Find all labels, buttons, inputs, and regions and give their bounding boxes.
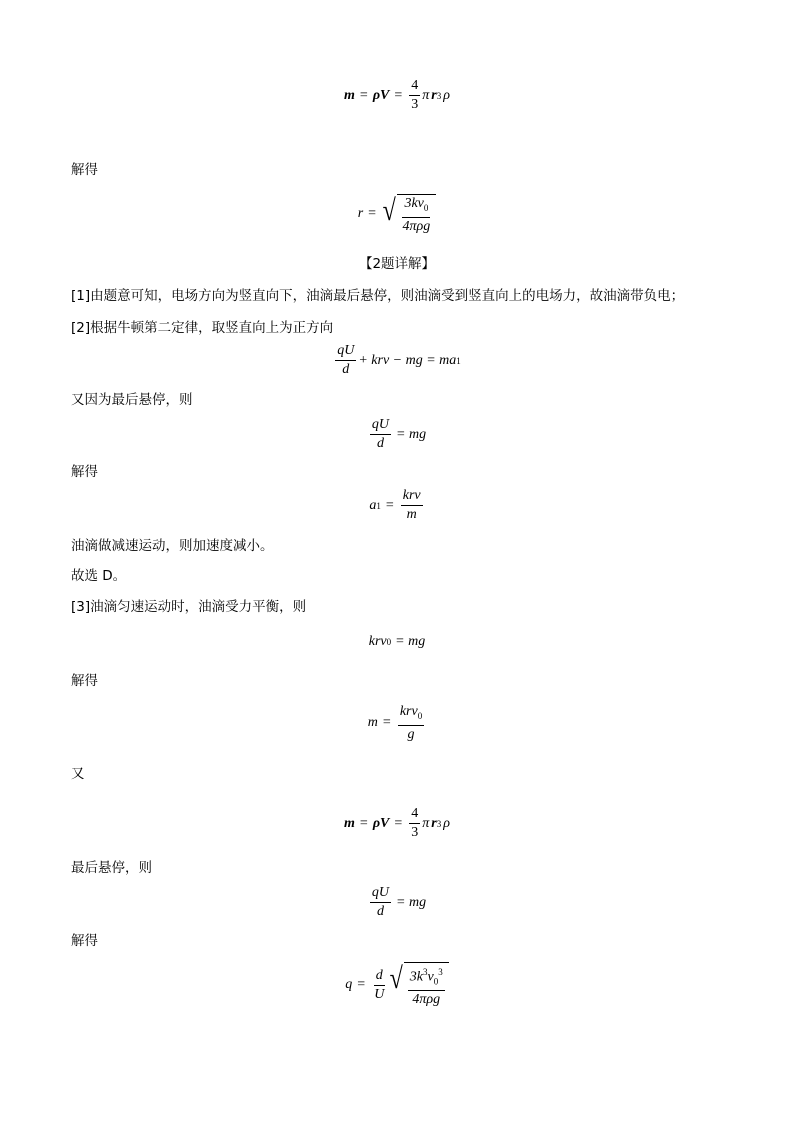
section-title: 【2题详解】 bbox=[358, 256, 436, 272]
eq-var-rho: ρ bbox=[372, 87, 381, 103]
eq-rest: + krv − mg = ma bbox=[358, 352, 457, 368]
paragraph-5: 故选 D。 bbox=[71, 568, 127, 584]
eq-fraction bbox=[370, 417, 391, 452]
eq-var-m: m bbox=[344, 87, 355, 103]
eq-fraction bbox=[401, 196, 433, 235]
eq-equals: = bbox=[359, 815, 368, 831]
frac-den: 4πρg bbox=[402, 218, 431, 234]
eq-var-r: r bbox=[431, 815, 437, 831]
eq-equals: = bbox=[394, 815, 403, 831]
eq-fraction bbox=[409, 806, 420, 841]
sqrt-sign: √ bbox=[382, 194, 396, 227]
eq-fraction bbox=[408, 964, 445, 1008]
eq-pi: π bbox=[422, 815, 430, 831]
paragraph-2: [2]根据牛顿第二定律，取竖直向上为正方向 bbox=[71, 320, 334, 336]
equation-radius bbox=[0, 194, 794, 235]
eq-var-rho: ρ bbox=[372, 815, 381, 831]
eq-equals: = bbox=[357, 977, 366, 993]
eq-rhs: = mg bbox=[396, 894, 427, 910]
frac-num: qU bbox=[370, 417, 391, 435]
eq-exp: 3 bbox=[436, 818, 442, 829]
eq-fraction bbox=[372, 968, 386, 1003]
eq-fraction bbox=[370, 885, 391, 920]
eq-var-m: m bbox=[344, 815, 355, 831]
eq-fraction bbox=[409, 78, 420, 113]
frac-num: $3k^3v_0^3$ bbox=[408, 964, 445, 991]
eq-sub: 1 bbox=[376, 500, 381, 511]
eq-equals: = bbox=[368, 206, 377, 222]
eq-sqrt bbox=[388, 962, 448, 1008]
text-solve: 解得 bbox=[71, 673, 98, 689]
eq-fraction bbox=[401, 488, 423, 523]
eq-fraction bbox=[398, 704, 424, 743]
eq-var-r: r bbox=[357, 206, 364, 222]
paragraph-6: [3]油滴匀速运动时，油滴受力平衡，则 bbox=[71, 599, 307, 615]
eq-sub: 0 bbox=[386, 637, 392, 647]
eq-var-V: V bbox=[380, 815, 390, 831]
eq-sub: 1 bbox=[456, 355, 461, 366]
equation-balance bbox=[0, 884, 794, 920]
frac-num: 4 bbox=[409, 806, 420, 824]
frac-den: d bbox=[376, 436, 384, 451]
eq-rhs: = mg bbox=[396, 426, 427, 442]
equation-balance bbox=[0, 416, 794, 452]
frac-num: krv$_0$ bbox=[398, 704, 424, 726]
eq-var-r: r bbox=[431, 87, 437, 103]
eq-var-a: a bbox=[369, 497, 377, 513]
equation-mass-steady bbox=[0, 704, 794, 743]
frac-den: d bbox=[342, 362, 350, 377]
equation-charge bbox=[0, 962, 794, 1008]
frac-num: 4 bbox=[409, 78, 420, 96]
frac-num: $3kv_0$ bbox=[402, 196, 430, 218]
eq-var-rho: ρ bbox=[443, 87, 450, 103]
eq-pi: π bbox=[422, 87, 430, 103]
paragraph-7: 最后悬停，则 bbox=[71, 860, 152, 876]
frac-num: krv bbox=[401, 488, 423, 506]
text-solve: 解得 bbox=[71, 464, 98, 480]
equation-mass-density bbox=[0, 78, 794, 113]
eq-equals: = bbox=[382, 715, 391, 731]
frac-den: 3 bbox=[411, 97, 419, 112]
eq-fraction bbox=[335, 343, 356, 378]
equation-mass-density bbox=[0, 806, 794, 841]
eq-var-rho: ρ bbox=[443, 815, 450, 831]
paragraph-1: [1]由题意可知，电场方向为竖直向下，油滴最后悬停，则油滴受到竖直向上的电场力，故油滴带负电； bbox=[71, 288, 685, 304]
eq-var-m: m bbox=[367, 715, 378, 731]
frac-num: qU bbox=[335, 343, 356, 361]
sqrt-body bbox=[404, 962, 449, 1008]
equation-newton bbox=[0, 342, 794, 378]
eq-var-V: V bbox=[380, 87, 390, 103]
frac-den: 4πρg bbox=[412, 992, 441, 1008]
text-you: 又 bbox=[71, 766, 85, 782]
text-solve: 解得 bbox=[71, 162, 98, 178]
frac-num: qU bbox=[370, 885, 391, 903]
frac-den: g bbox=[407, 726, 415, 742]
eq-var-q: q bbox=[345, 977, 353, 993]
eq-sqrt bbox=[381, 194, 436, 235]
eq-equals: = bbox=[359, 87, 368, 103]
sqrt-body bbox=[397, 194, 437, 235]
equation-acceleration bbox=[0, 488, 794, 523]
eq-equals: = bbox=[394, 87, 403, 103]
eq-lhs: krv bbox=[368, 634, 387, 649]
frac-den: d bbox=[376, 904, 384, 919]
frac-den: U bbox=[374, 986, 385, 1002]
paragraph-4: 油滴做减速运动，则加速度减小。 bbox=[71, 538, 274, 554]
equation-steady bbox=[0, 633, 794, 651]
eq-rhs: = mg bbox=[395, 634, 426, 649]
frac-num: d bbox=[374, 968, 385, 986]
sqrt-sign: √ bbox=[389, 962, 404, 995]
eq-exp: 3 bbox=[436, 90, 442, 101]
text-solve: 解得 bbox=[71, 933, 98, 949]
frac-den: m bbox=[406, 507, 417, 522]
frac-den: 3 bbox=[411, 825, 419, 840]
paragraph-3: 又因为最后悬停，则 bbox=[71, 392, 193, 408]
eq-equals: = bbox=[385, 497, 394, 513]
